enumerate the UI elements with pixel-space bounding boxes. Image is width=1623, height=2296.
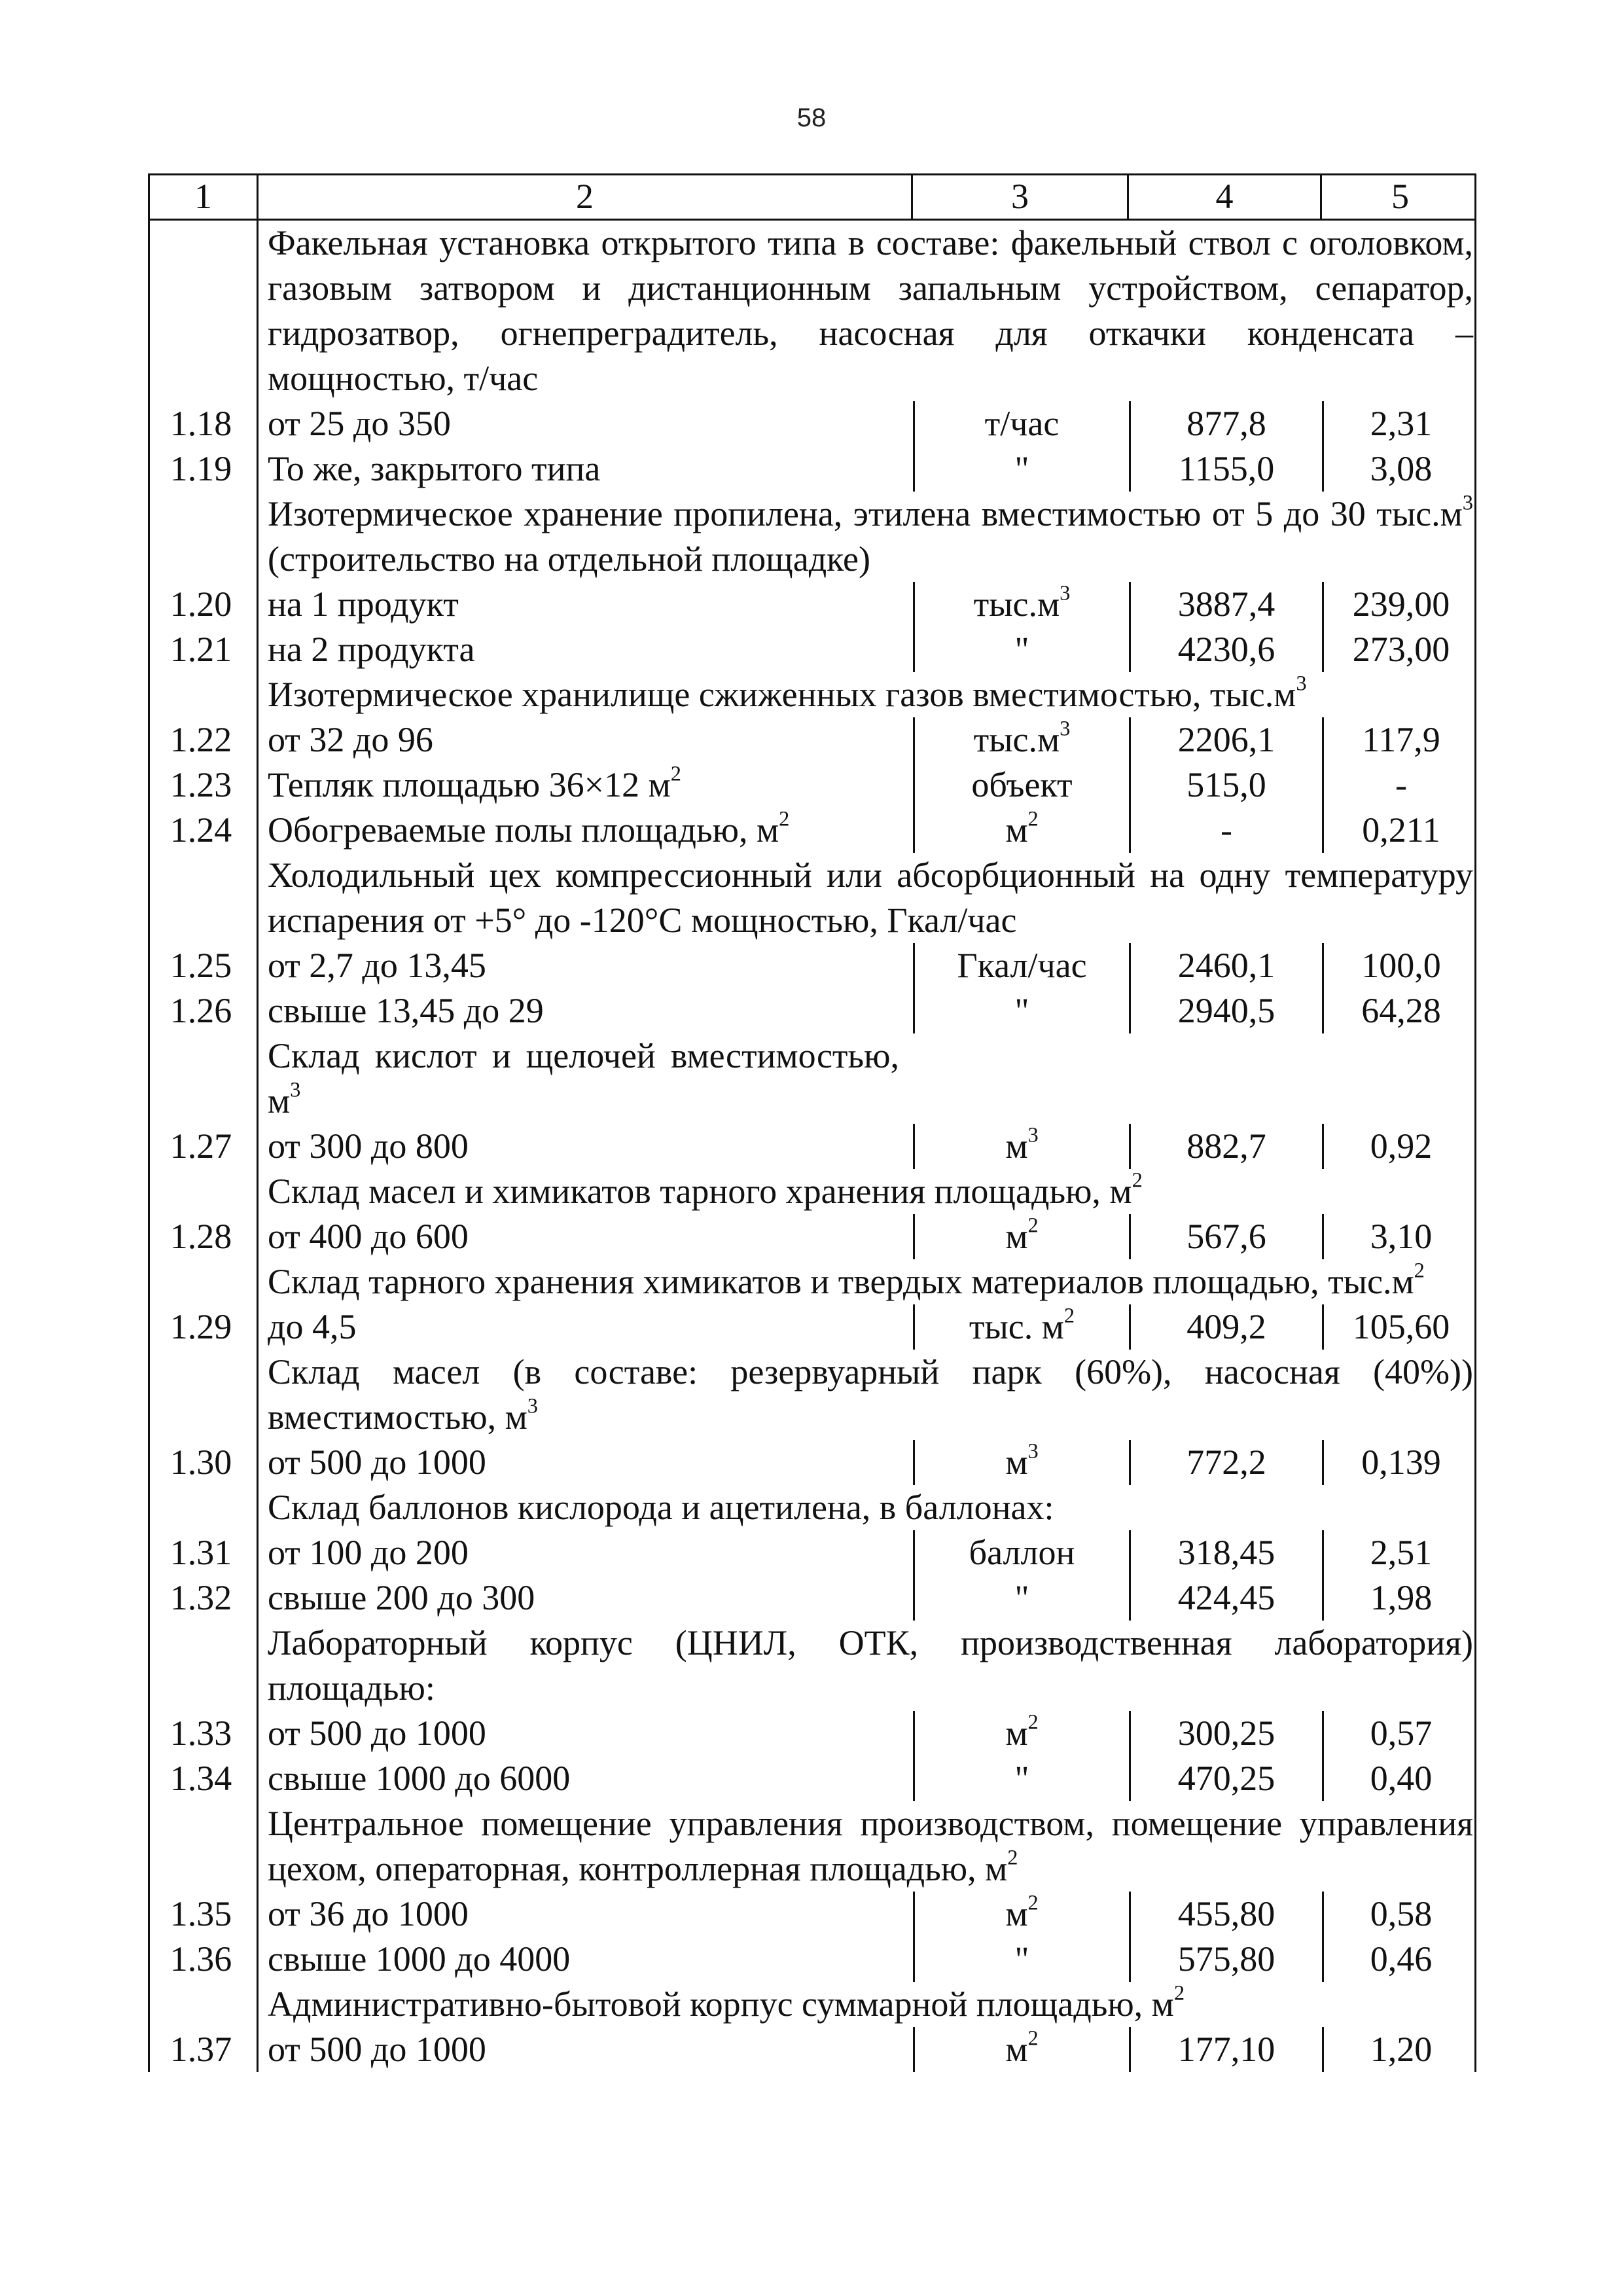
row-description: [259, 627, 913, 672]
page-number: 58: [796, 103, 827, 132]
value-col-4: -: [1129, 808, 1322, 853]
value-col-4: 409,2: [1129, 1304, 1322, 1350]
unit-text: ": [1014, 1759, 1029, 1798]
row-number-empty: [150, 1169, 259, 1214]
section-heading-text: [259, 1350, 1478, 1440]
unit-cell: [913, 582, 1129, 627]
description-text: свыше 200 до 300: [268, 1578, 535, 1617]
section-heading-row: [150, 1485, 1474, 1530]
row-description: [259, 2027, 913, 2072]
unit-cell: [913, 808, 1129, 853]
table-row: [150, 582, 1474, 627]
section-heading-text: [259, 1621, 1478, 1711]
section-heading-text: [259, 1485, 1478, 1530]
table-row: [150, 446, 1474, 492]
header-col-1: 1: [194, 177, 212, 216]
unit-text: ": [1014, 1939, 1029, 1979]
section-text: Изотермическое хранение пропилена, этилена вместимостью от 5 до 30 тыс.м: [268, 494, 1463, 533]
value-col-5: 273,00: [1322, 627, 1478, 672]
row-description: [259, 1530, 913, 1575]
row-description: [259, 1892, 913, 1937]
section-text: Факельная установка открытого типа в составе: факельный ствол с оголовком, газовым затвором и дистанционным запальным устройством, сепаратор, гидрозатвор, огнепреградитель, насосная для откачки конденсата – мощностью, т/час: [268, 223, 1473, 398]
table-row: [150, 1440, 1474, 1485]
unit-cell: [913, 1756, 1129, 1801]
row-number: 1.30: [169, 1443, 232, 1482]
row-description: [259, 717, 913, 762]
unit-superscript: 3: [1027, 1439, 1039, 1463]
row-number-empty: [150, 221, 259, 401]
value-col-5: 0,211: [1322, 808, 1478, 853]
description-text: на 2 продукта: [268, 630, 475, 669]
row-description: [259, 808, 913, 853]
table-row: [150, 1530, 1474, 1575]
value-col-5: 0,57: [1322, 1711, 1478, 1756]
unit-text: м: [1005, 1217, 1028, 1256]
section-text: Склад масел и химикатов тарного хранения площадью, м: [268, 1172, 1132, 1211]
description-text: свыше 13,45 до 29: [268, 991, 544, 1030]
unit-text: м: [1005, 2030, 1028, 2069]
section-text: Центральное помещение управления производством, помещение управления цехом, операторная, контроллерная площадью, м: [268, 1804, 1473, 1888]
value-col-4: 575,80: [1129, 1937, 1322, 1982]
section-heading-row: [150, 1259, 1474, 1304]
description-text: от 2,7 до 13,45: [268, 946, 486, 985]
value-col-4: 2206,1: [1129, 717, 1322, 762]
description-text: от 32 до 96: [268, 720, 433, 759]
section-heading-row: [150, 1033, 1474, 1124]
section-superscript: 2: [1414, 1259, 1425, 1283]
unit-superscript: 2: [1027, 2026, 1039, 2051]
row-number: 1.25: [169, 946, 232, 985]
unit-superscript: 2: [1027, 1213, 1039, 1238]
row-number-empty: [150, 492, 259, 582]
row-number: 1.26: [169, 991, 232, 1030]
section-superscript: 2: [1132, 1168, 1143, 1193]
value-col-5: 0,46: [1322, 1937, 1478, 1982]
row-description: [259, 943, 913, 988]
unit-superscript: 2: [1027, 1710, 1039, 1734]
section-superscript: 2: [1173, 1981, 1185, 2005]
unit-cell: [913, 1892, 1129, 1937]
table-row: [150, 1756, 1474, 1801]
row-number: 1.19: [169, 449, 232, 488]
unit-text: ": [1014, 630, 1029, 669]
description-text: на 1 продукт: [268, 584, 459, 624]
value-col-4: 424,45: [1129, 1575, 1322, 1621]
unit-text: Гкал/час: [957, 946, 1087, 985]
row-number-empty: [150, 1033, 259, 1124]
value-col-4: 1155,0: [1129, 446, 1322, 492]
section-text: Склад кислот и щелочей вместимостью, м: [268, 1036, 899, 1121]
table-row: [150, 1124, 1474, 1169]
unit-superscript: 3: [1027, 1123, 1039, 1147]
unit-superscript: 3: [1060, 581, 1071, 605]
section-text: Склад баллонов кислорода и ацетилена, в баллонах:: [268, 1488, 1054, 1527]
value-col-5: 1,20: [1322, 2027, 1478, 2072]
unit-cell: [913, 717, 1129, 762]
value-col-5: 117,9: [1322, 717, 1478, 762]
unit-cell: [913, 2027, 1129, 2072]
section-heading-text: [259, 1259, 1478, 1304]
row-number: 1.23: [169, 765, 232, 804]
unit-superscript: 2: [1027, 1891, 1039, 1915]
unit-text: тыс.м: [973, 720, 1060, 759]
table-row: [150, 627, 1474, 672]
section-heading-text: [259, 1169, 1478, 1214]
description-text: от 300 до 800: [268, 1126, 469, 1166]
section-heading-text: [259, 853, 1478, 943]
header-col-5: 5: [1320, 175, 1478, 219]
unit-text: м: [1005, 1713, 1028, 1753]
description-text: от 25 до 350: [268, 404, 451, 443]
value-col-4: 318,45: [1129, 1530, 1322, 1575]
row-number-empty: [150, 1485, 259, 1530]
value-col-4: 455,80: [1129, 1892, 1322, 1937]
description-text: от 400 до 600: [268, 1217, 469, 1256]
unit-cell: [913, 1711, 1129, 1756]
section-heading-row: [150, 1169, 1474, 1214]
row-number-empty: [150, 1982, 259, 2027]
unit-text: м: [1005, 1894, 1028, 1933]
description-text: То же, закрытого типа: [268, 449, 601, 488]
unit-cell: [913, 1440, 1129, 1485]
value-col-5: 0,40: [1322, 1756, 1478, 1801]
section-text: Холодильный цех компрессионный или абсорбционный на одну температуру испарения от +5° до -120°С мощностью, Гкал/час: [268, 855, 1473, 940]
rates-table: [148, 173, 1476, 2072]
row-description: [259, 1214, 913, 1259]
table-body: [148, 221, 1476, 2072]
table-row: [150, 401, 1474, 446]
row-number: 1.37: [169, 2030, 232, 2069]
value-col-5: 2,31: [1322, 401, 1478, 446]
table-row: [150, 988, 1474, 1033]
row-number-empty: [150, 672, 259, 717]
table-row: [150, 1304, 1474, 1350]
section-superscript: 3: [527, 1394, 538, 1418]
section-text: Лабораторный корпус (ЦНИЛ, ОТК, производственная лаборатория) площадью:: [268, 1623, 1473, 1708]
row-number: 1.34: [169, 1759, 232, 1798]
table-header: [148, 173, 1476, 221]
row-description: [259, 1756, 913, 1801]
unit-cell: [913, 401, 1129, 446]
value-col-5: 239,00: [1322, 582, 1478, 627]
section-superscript: 3: [1296, 672, 1307, 696]
section-heading-row: [150, 1350, 1474, 1440]
description-superscript: 2: [779, 807, 790, 831]
value-col-4: 772,2: [1129, 1440, 1322, 1485]
value-col-4: 177,10: [1129, 2027, 1322, 2072]
header-col-4: 4: [1127, 175, 1320, 219]
value-col-4: 2460,1: [1129, 943, 1322, 988]
row-description: [259, 1440, 913, 1485]
unit-text: м: [1005, 1126, 1028, 1166]
row-description: [259, 1711, 913, 1756]
unit-cell: [913, 1304, 1129, 1350]
row-number: 1.24: [169, 810, 232, 850]
row-number: 1.20: [169, 584, 232, 624]
section-heading-text: [259, 1801, 1478, 1892]
row-description: [259, 582, 913, 627]
value-col-5: 0,58: [1322, 1892, 1478, 1937]
section-superscript: 2: [1007, 1846, 1018, 1870]
unit-text: тыс. м: [969, 1307, 1064, 1346]
table-row: [150, 1711, 1474, 1756]
description-text: Тепляк площадью 36×12 м: [268, 765, 671, 804]
section-text: Административно-бытовой корпус суммарной площадью, м: [268, 1984, 1174, 2024]
table-row: [150, 1214, 1474, 1259]
row-number: 1.29: [169, 1307, 232, 1346]
row-number: 1.27: [169, 1126, 232, 1166]
unit-cell: [913, 988, 1129, 1033]
row-number: 1.36: [169, 1939, 232, 1979]
unit-cell: [913, 943, 1129, 988]
unit-text: м: [1005, 1443, 1028, 1482]
description-superscript: 2: [670, 762, 681, 786]
value-col-4: 300,25: [1129, 1711, 1322, 1756]
table-row: [150, 1575, 1474, 1621]
value-col-5: 3,10: [1322, 1214, 1478, 1259]
section-superscript: 3: [1462, 491, 1473, 515]
section-text: Склад тарного хранения химикатов и твердых материалов площадью, тыс.м: [268, 1262, 1414, 1301]
description-text: от 36 до 1000: [268, 1894, 469, 1933]
table-row: [150, 762, 1474, 808]
section-superscript: 3: [290, 1078, 301, 1102]
value-col-5: 105,60: [1322, 1304, 1478, 1350]
unit-cell: [913, 446, 1129, 492]
row-number: 1.22: [169, 720, 232, 759]
row-number: 1.32: [169, 1578, 232, 1617]
description-text: от 500 до 1000: [268, 1713, 486, 1753]
row-description: [259, 1575, 913, 1621]
description-text: до 4,5: [268, 1307, 357, 1346]
unit-text: т/час: [984, 404, 1060, 443]
value-col-4: 882,7: [1129, 1124, 1322, 1169]
unit-cell: [913, 1530, 1129, 1575]
row-description: [259, 1124, 913, 1169]
row-number-empty: [150, 1350, 259, 1440]
table-row: [150, 808, 1474, 853]
value-col-4: 515,0: [1129, 762, 1322, 808]
row-description: [259, 401, 913, 446]
unit-text: баллон: [969, 1533, 1075, 1572]
unit-cell: [913, 1214, 1129, 1259]
value-col-4: 470,25: [1129, 1756, 1322, 1801]
value-col-4: 877,8: [1129, 401, 1322, 446]
section-heading-text: [259, 1982, 1478, 2027]
value-col-5: 0,92: [1322, 1124, 1478, 1169]
unit-cell: [913, 762, 1129, 808]
value-col-5: 100,0: [1322, 943, 1478, 988]
description-text: от 500 до 1000: [268, 2030, 486, 2069]
unit-superscript: 2: [1027, 807, 1039, 831]
description-text: Обогреваемые полы площадью, м: [268, 810, 779, 850]
row-number: 1.33: [169, 1713, 232, 1753]
row-number-empty: [150, 1621, 259, 1711]
description-text: свыше 1000 до 6000: [268, 1759, 571, 1798]
row-description: [259, 1304, 913, 1350]
unit-superscript: 2: [1063, 1304, 1075, 1328]
section-text-continued: (строительство на отдельной площадке): [268, 539, 871, 579]
table-row: [150, 1892, 1474, 1937]
section-heading-row: [150, 1982, 1474, 2027]
value-col-5: 1,98: [1322, 1575, 1478, 1621]
table-row: [150, 1937, 1474, 1982]
unit-cell: [913, 1124, 1129, 1169]
row-number: 1.31: [169, 1533, 232, 1572]
row-number-empty: [150, 853, 259, 943]
value-col-5: 64,28: [1322, 988, 1478, 1033]
value-col-5: 0,139: [1322, 1440, 1478, 1485]
value-col-5: -: [1322, 762, 1478, 808]
table-row: [150, 717, 1474, 762]
section-heading-row: [150, 853, 1474, 943]
row-number: 1.18: [169, 404, 232, 443]
description-text: свыше 1000 до 4000: [268, 1939, 571, 1979]
row-description: [259, 762, 913, 808]
description-text: от 100 до 200: [268, 1533, 469, 1572]
value-col-5: 2,51: [1322, 1530, 1478, 1575]
unit-text: ": [1014, 1578, 1029, 1617]
row-number: 1.28: [169, 1217, 232, 1256]
section-heading-text: [259, 1033, 904, 1124]
unit-text: ": [1014, 991, 1029, 1030]
description-text: от 500 до 1000: [268, 1443, 486, 1482]
row-number: 1.21: [169, 630, 232, 669]
section-heading-text: [259, 672, 1478, 717]
row-number-empty: [150, 1259, 259, 1304]
value-col-4: 3887,4: [1129, 582, 1322, 627]
row-number-empty: [150, 1801, 259, 1892]
unit-text: тыс.м: [973, 584, 1060, 624]
value-col-4: 2940,5: [1129, 988, 1322, 1033]
unit-text: ": [1014, 449, 1029, 488]
section-heading-row: [150, 492, 1474, 582]
row-description: [259, 446, 913, 492]
section-heading-text: [259, 492, 1478, 582]
unit-text: м: [1005, 810, 1028, 850]
unit-cell: [913, 627, 1129, 672]
row-description: [259, 1937, 913, 1982]
header-col-3: 3: [911, 175, 1127, 219]
section-heading-row: [150, 672, 1474, 717]
table-row: [150, 943, 1474, 988]
row-number: 1.35: [169, 1894, 232, 1933]
unit-cell: [913, 1937, 1129, 1982]
section-heading-row: [150, 1621, 1474, 1711]
row-description: [259, 988, 913, 1033]
value-col-4: 4230,6: [1129, 627, 1322, 672]
unit-cell: [913, 1575, 1129, 1621]
section-text: Изотермическое хранилище сжиженных газов вместимостью, тыс.м: [268, 675, 1296, 714]
value-col-5: 3,08: [1322, 446, 1478, 492]
table-row: [150, 2027, 1474, 2072]
section-heading-row: [150, 1801, 1474, 1892]
value-col-4: 567,6: [1129, 1214, 1322, 1259]
section-heading-text: [259, 221, 1478, 401]
section-heading-row: [150, 221, 1474, 401]
header-col-2: 2: [257, 175, 911, 219]
unit-text: объект: [971, 765, 1073, 804]
section-text: Склад масел (в составе: резервуарный парк (60%), насосная (40%)) вместимостью, м: [268, 1352, 1473, 1437]
unit-superscript: 3: [1060, 717, 1071, 741]
